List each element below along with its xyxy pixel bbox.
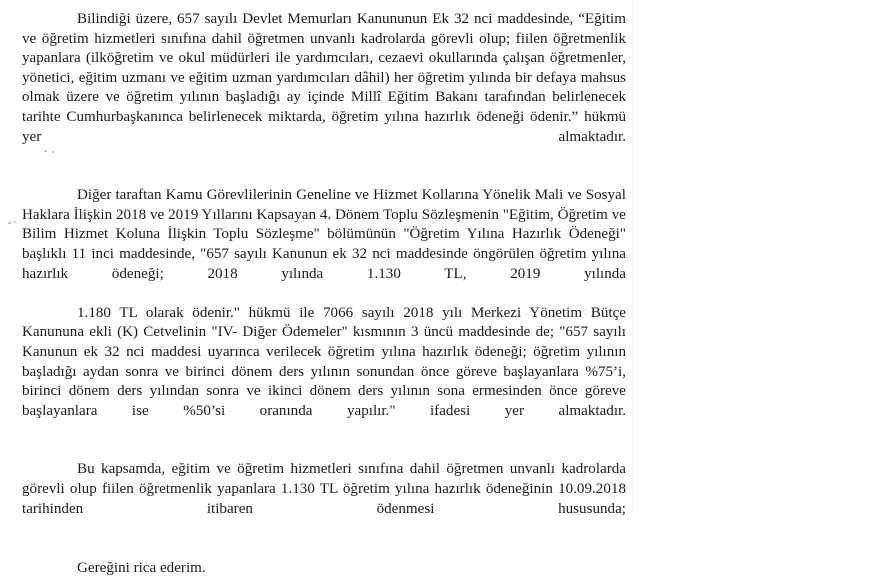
scan-speck-artifact (8, 222, 11, 224)
scan-streak-artifact-secondary (638, 0, 639, 512)
paragraph-bilindigi-uzere: Bilindiği üzere, 657 sayılı Devlet Memurları Kanununun Ek 32 nci maddesinde, “Eğitim ve öğretim hizmetleri sınıfına dahil öğretmen unvanlı kadrolarda görevli olup; fiilen öğretmenlik yapanlara (ilköğretim ve okul müdürleri ile yardımcıları, cezaevi okullarında çalışan öğretmenler, yönetici, eğitim uzmanı ve eğitim uzman yardımcıları dâhil) her öğretim yılında bir defaya mahsus olmak üzere ve öğretim yılının başladığı ay içinde Millî Eğitim Bakanı tarafından belirlenecek tarihte Cumhurbaşkanınca belirlenecek miktarda, öğretim yılına hazırlık ödeneği ödenir.” hükmü yer almaktadır. (22, 11, 626, 145)
paragraph-1180-tl-olarak-odenir: 1.180 TL olarak ödenir." hükmü ile 7066 sayılı 2018 yılı Merkezi Yönetim Bütçe Kanununa ekli (K) Cetvelinin "IV- Diğer Ödemeler" kısmının 3 üncü maddesinde de; "657 sayılı Kanunun ek 32 nci maddesi uyarınca verilecek öğretim yılına hazırlık ödeneği; öğretim yılının başladığı aydan sonra ve birinci dönem ders yılının sonundan önce göreve başlayanlara %75’i, birinci dönem ders yılından sonra ve ikinci dönem ders yılının sona ermesinden önce göreve başlayanlara ise %50’si oranında yapılır." ifadesi yer almaktadır. (22, 304, 626, 419)
paragraph-bu-kapsamda: Bu kapsamda, eğitim ve öğretim hizmetleri sınıfına dahil öğretmen unvanlı kadrolarda görevli olup fiilen öğretmenlik yapanlara 1.130 TL öğretim yılına hazırlık ödeneğinin 10.09.2018 tarihinden itibaren ödenmesi hususunda; (22, 461, 626, 517)
paragraph-geregini-rica-ederim: Gereğini rica ederim. (77, 559, 206, 576)
paragraph-diger-taraftan: Diğer taraftan Kamu Görevlilerinin Geneline ve Hizmet Kollarına Yönelik Mali ve Sosyal Haklara İlişkin 2018 ve 2019 Yıllarını Kapsayan 4. Dönem Toplu Sözleşmenin "Eğitim, Öğretim ve Bilim Hizmet Koluna İlişkin Toplu Sözleşme" bölümünün "Öğretim Yılına Hazırlık Ödeneği" başlıklı 11 inci maddesinde, "657 sayılı Kanunun ek 32 nci maddesinde öngörülen öğretim yılına hazırlık ödeneği; 2018 yılında 1.130 TL, 2019 yılında (22, 187, 626, 282)
document-page (22, 0, 626, 578)
scan-speck-artifact (14, 221, 16, 223)
scan-streak-artifact (632, 0, 633, 512)
